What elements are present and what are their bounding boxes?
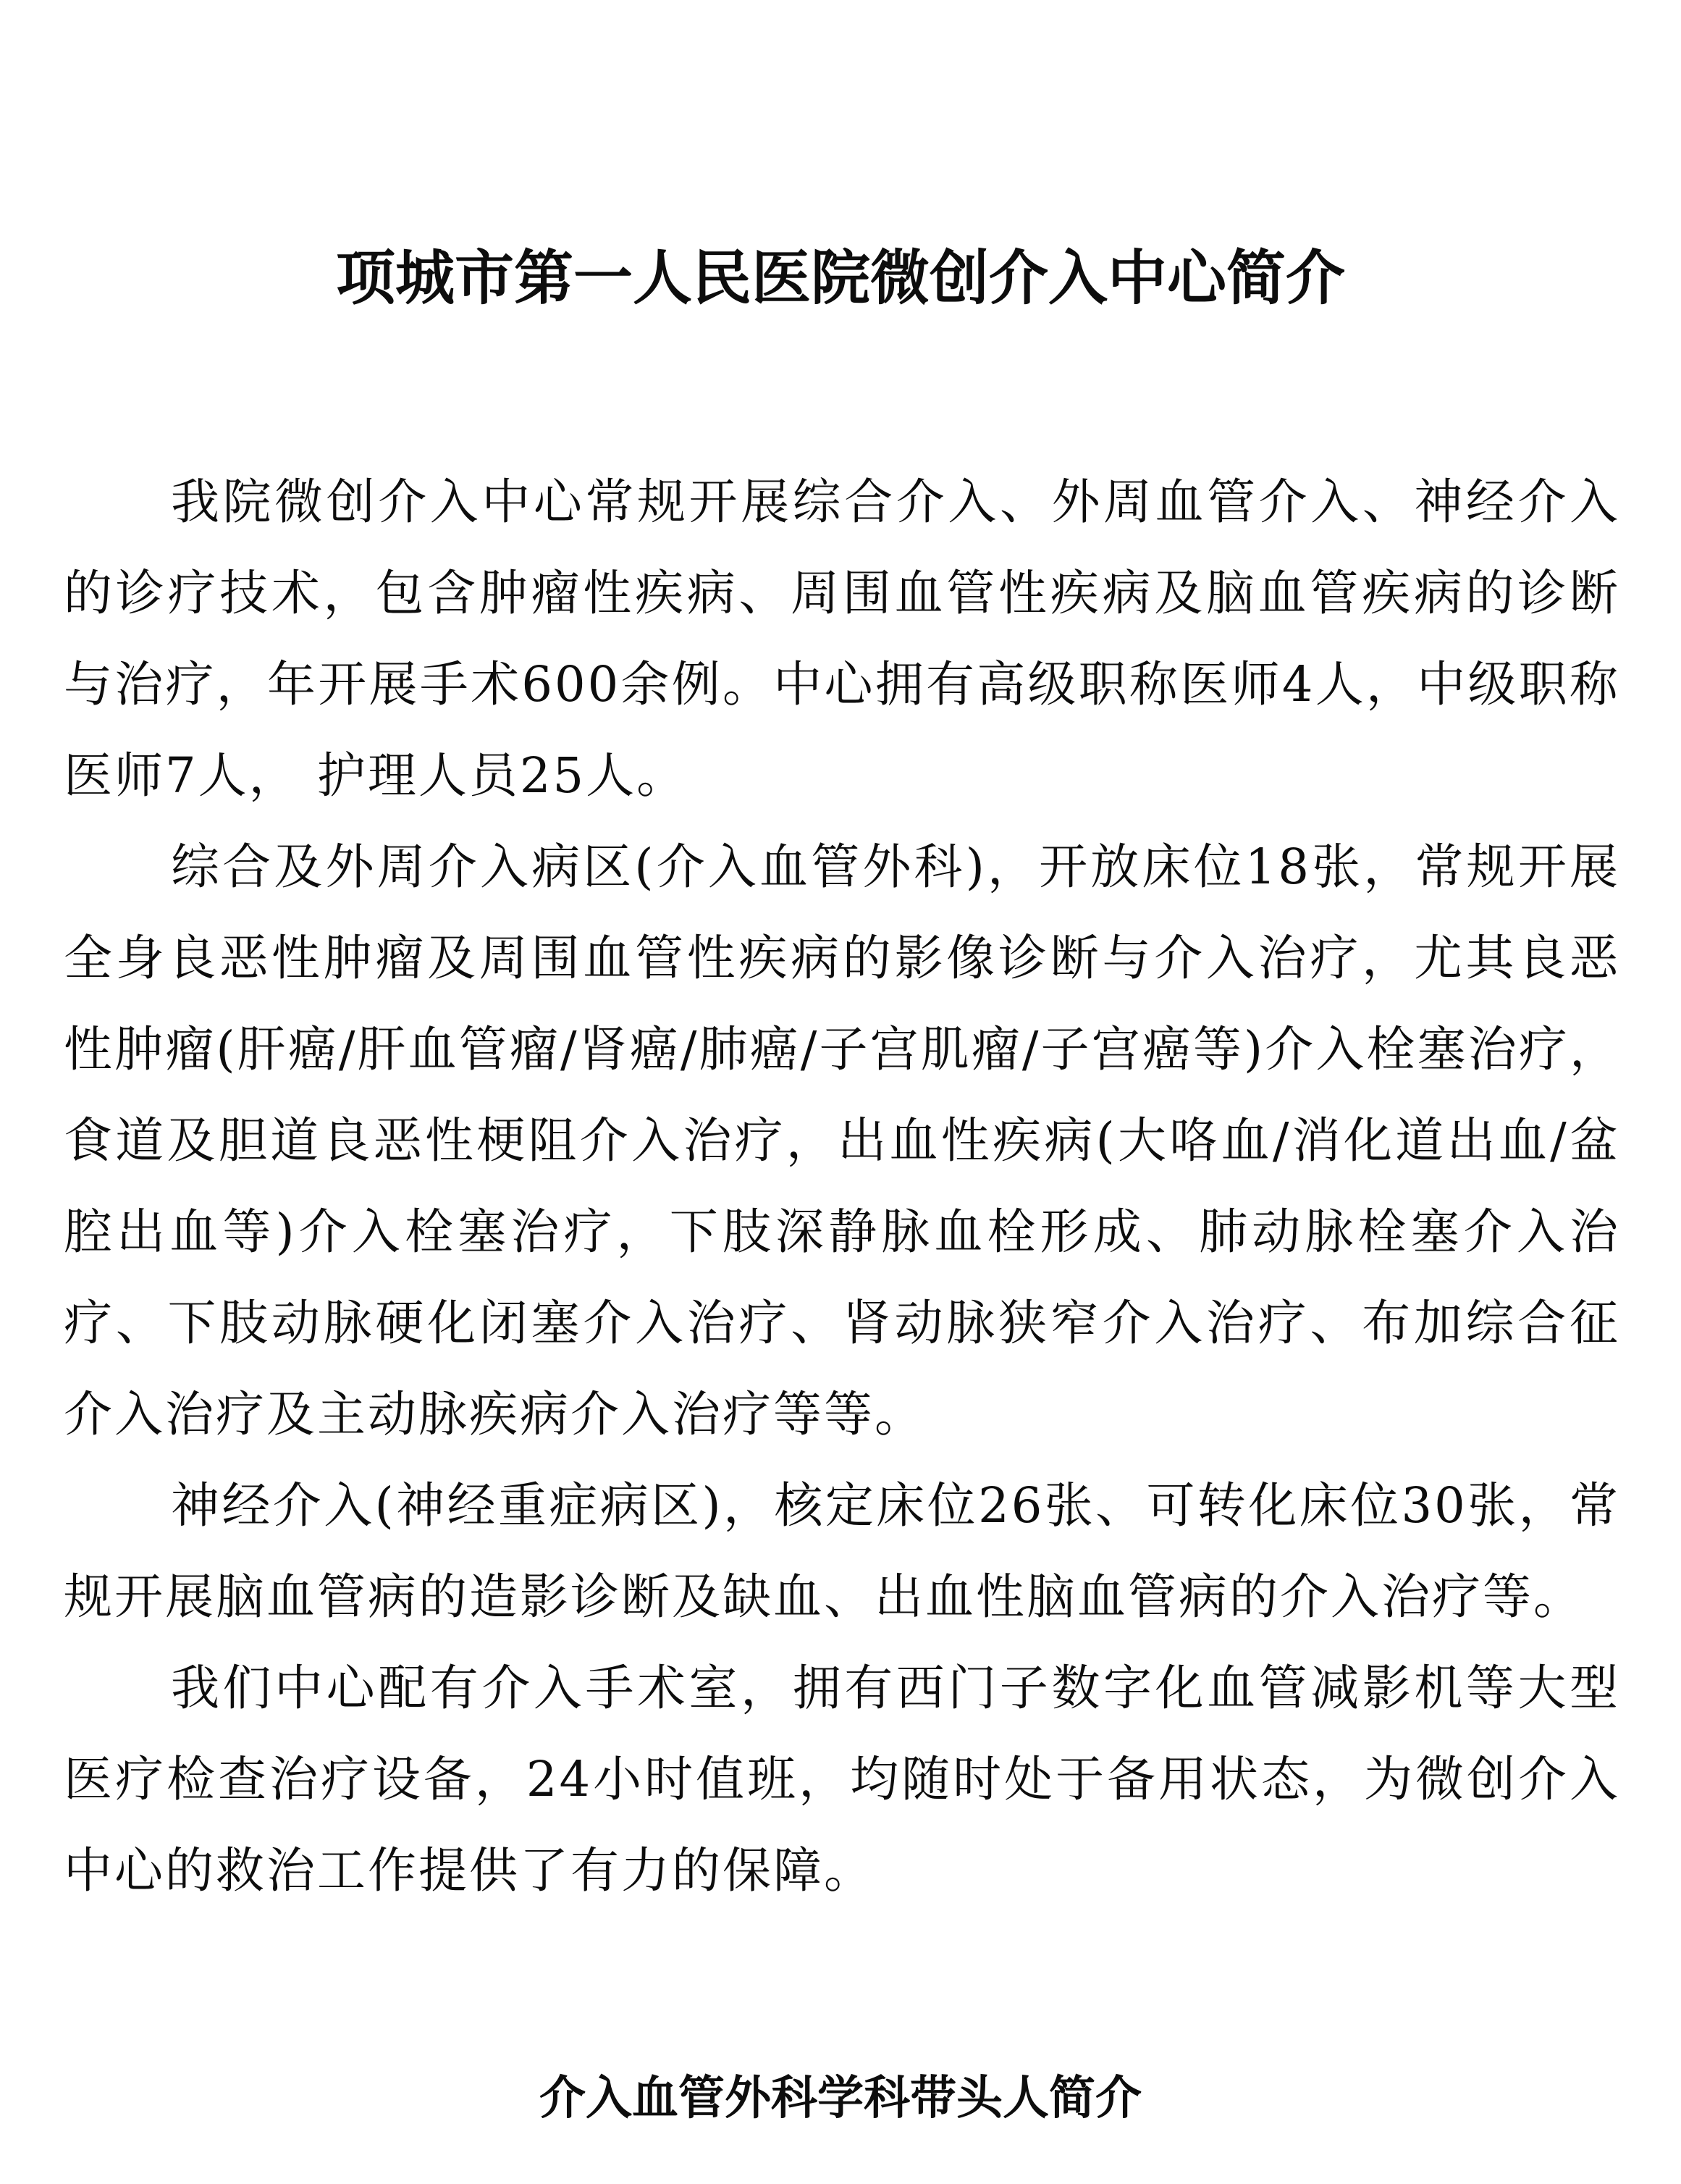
document-title: 项城市第一人民医院微创介入中心简介 <box>335 244 1345 313</box>
paragraph-neuro-intervention: 神经介入(神经重症病区)，核定床位26张、可转化床位30张，常规开展脑血管病的造影诊断及缺血、出血性脑血管病的介入治疗等。 <box>64 1477 1620 1625</box>
section-title: 介入血管外科学科带头人简介 <box>539 2072 1142 2125</box>
paragraph-peripheral-intervention: 综合及外周介入病区(介入血管外科)，开放床位18张，常规开展全身良恶性肿瘤及周围血管性疾病的影像诊断与介入治疗，尤其良恶性肿瘤(肝癌/肝血管瘤/肾癌/肺癌/子宫肌瘤/子宫癌等)介入栓塞治疗， 食道及胆道良恶性梗阻介入治疗，出血性疾病(大咯血/消化道出血/盆腔出血等)介入栓塞治疗，下肢深静脉血栓形成、肺动脉栓塞介入治疗、下肢动脉硬化闭塞介入治疗、肾动脉狭窄介入治疗、布加综合征介入治疗及主动脉疾病介入治疗等等。 <box>64 839 1620 1442</box>
paragraph-overview: 我院微创介入中心常规开展综合介入、外周血管介入、神经介入的诊疗技术，包含肿瘤性疾病、周围血管性疾病及脑血管疾病的诊断与治疗，年开展手术600余例。中心拥有高级职称医师4人，中级职称医师7人， 护理人员25人。 <box>64 474 1620 804</box>
paragraph-equipment: 我们中心配有介入手术室，拥有西门子数字化血管减影机等大型医疗检查治疗设备，24小时值班，均随时处于备用状态，为微创介入中心的救治工作提供了有力的保障。 <box>64 1660 1620 1899</box>
document-body <box>64 456 1620 1916</box>
